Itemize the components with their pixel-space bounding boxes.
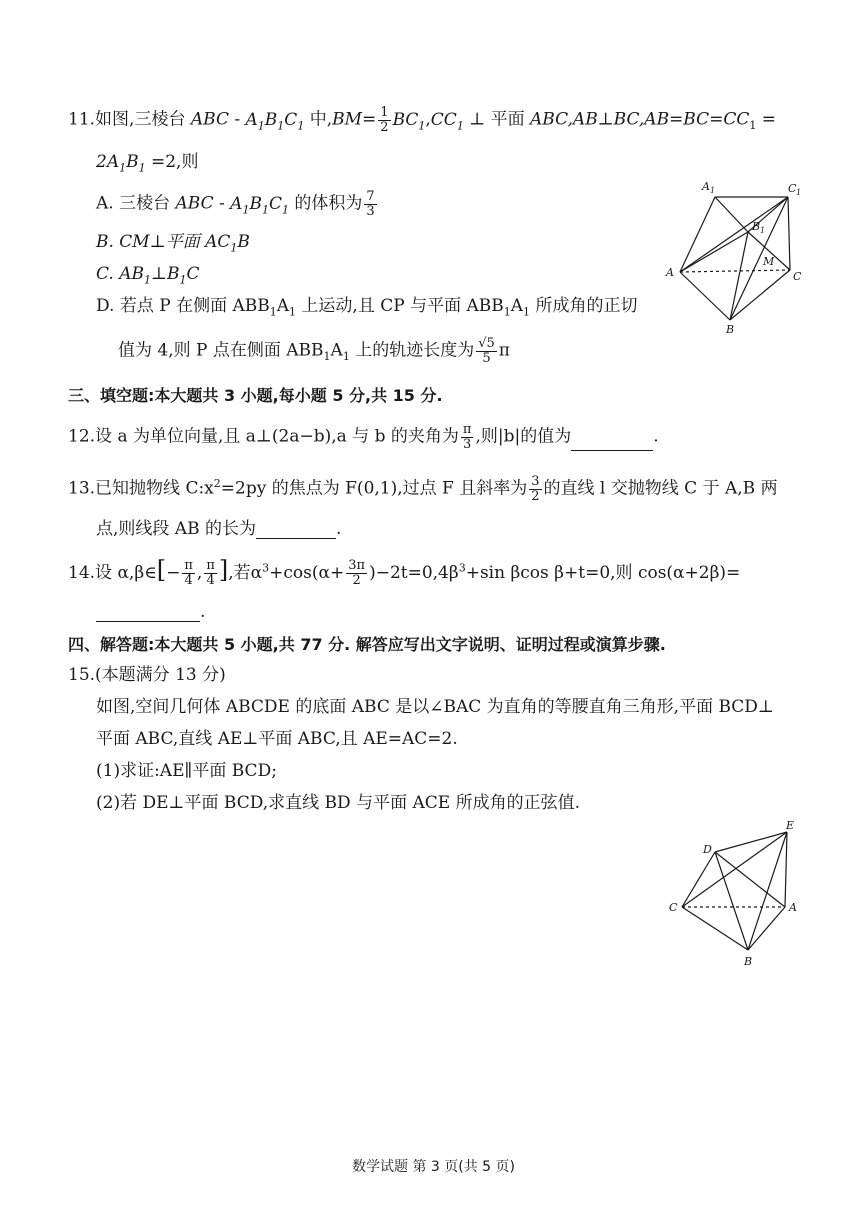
q15-part1: (1)求证:AE∥平面 BCD; xyxy=(96,761,277,781)
q11-line1: 11.如图,三棱台 ABC - $A_1B_1C_1$ 中,BM= $\frac{1}{2}$ $BC_1,CC_1$ ⊥ 平面 $ABC,AB\perp BC,AB=BC=CC_1$ = xyxy=(68,105,777,135)
label-B: B xyxy=(726,323,735,336)
svg-text:1: 1 xyxy=(710,186,716,195)
solid-figure xyxy=(665,815,810,975)
svg-text:1: 1 xyxy=(760,226,766,235)
label-C: C xyxy=(669,901,678,914)
q15-line1: 如图,空间几何体 ABCDE 的底面 ABC 是以∠BAC 为直角的等腰直角三角形,平面 BCD⊥ xyxy=(96,697,774,717)
label-B1: B xyxy=(752,220,761,233)
q12-answer-blank[interactable] xyxy=(571,434,653,451)
q11-option-d-line1: D. 若点 P 在侧面 $ABB_1A_1$ 上运动,且 CP 与平面 $ABB_1A_1$ 所成角的正切 xyxy=(96,296,638,319)
label-A: A xyxy=(666,266,674,279)
label-D: D xyxy=(703,843,712,856)
q11-option-d-line2: 值为 4,则 P 点在侧面 $ABB_1A_1$ 上的轨迹长度为 $\frac{√5}{5}$ π xyxy=(118,336,510,366)
q15-part2: (2)若 DE⊥平面 BCD,求直线 BD 与平面 ACE 所成角的正弦值. xyxy=(96,793,580,813)
label-E: E xyxy=(786,819,795,832)
q15-line2: 平面 ABC,直线 AE⊥平面 ABC,且 AE=AC=2. xyxy=(96,729,458,749)
label-C1: C xyxy=(788,182,797,195)
q15-header: 15.(本题满分 13 分) xyxy=(68,665,226,685)
section3-title: 三、填空题:本大题共 3 小题,每小题 5 分,共 15 分. xyxy=(68,386,443,405)
svg-text:1: 1 xyxy=(796,188,802,197)
frustum-figure xyxy=(660,175,810,340)
q14-line1: 14.设 α,β∈[− $\frac{\pi}{4}$ , $\frac{\pi}{4}$ ],若$\alpha^3+\cos(\alpha+$ $\frac{3\pi}{2}$ )$-2t=0,4\beta^3+\sin$ βcos β+t=0,则 cos(α+2β)= xyxy=(68,556,741,588)
frac-one-half: $\frac{1}{2}$ xyxy=(380,105,389,135)
label-M: M xyxy=(763,255,775,268)
q11-line2: $2A_1B_1 =2$,则 xyxy=(96,152,199,175)
label-B: B xyxy=(744,955,753,968)
q14-answer-blank[interactable] xyxy=(96,605,200,622)
label-A1: A xyxy=(702,180,710,193)
q13-line2: 点,则线段 AB 的长为 . xyxy=(96,519,342,539)
q11-option-b: B. CM⊥平面 $AC_1B$ xyxy=(96,232,250,255)
label-A: A xyxy=(789,901,797,914)
section4-title: 四、解答题:本大题共 5 小题,共 77 分. 解答应写出文字说明、证明过程或演算步骤. xyxy=(68,635,666,654)
q13-line1: 13.已知抛物线 $C:x^2=2py$ 的焦点为 F(0,1),过点 F 且斜率为 $\frac{3}{2}$ 的直线 l 交抛物线 C 于 A,B 两 xyxy=(68,474,778,504)
q11-option-c: C. $AB_1\perp B_1C$ xyxy=(96,264,200,287)
q13-answer-blank[interactable] xyxy=(256,522,336,539)
q11-option-a: A. 三棱台 ABC - $A_1B_1C_1$ 的体积为 $\frac{7}{3}$ xyxy=(96,189,375,219)
page-footer: 数学试题 第 3 页(共 5 页) xyxy=(352,1159,515,1175)
label-C: C xyxy=(793,270,802,283)
q12-line: 12.设 a 为单位向量,且 a⊥(2a−b),a 与 b 的夹角为 $\frac{\pi}{3}$ ,则|b|的值为 . xyxy=(68,422,659,452)
q14-line2: . xyxy=(96,602,205,622)
